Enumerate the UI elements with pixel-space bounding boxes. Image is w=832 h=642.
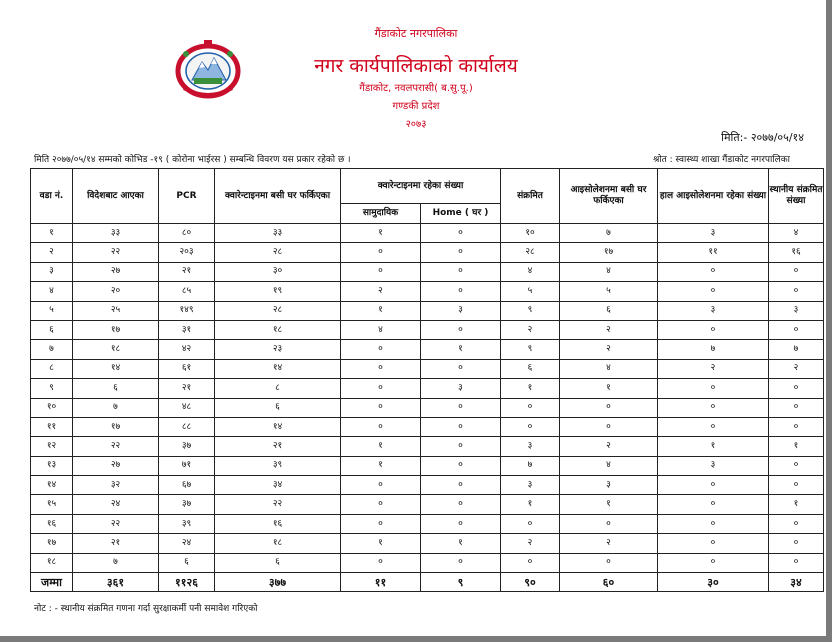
table-cell: ३७: [159, 495, 215, 514]
table-cell: १८: [31, 553, 73, 572]
table-cell: ०: [341, 514, 421, 533]
table-cell: ७: [560, 224, 658, 243]
table-row: [31, 243, 824, 262]
table-cell: ८५: [159, 282, 215, 301]
table-cell: १०: [501, 224, 560, 243]
table-cell: ०: [421, 398, 501, 417]
table-cell: ७: [73, 398, 159, 417]
table-cell: १४९: [159, 301, 215, 320]
table-cell: १४: [215, 359, 341, 378]
table-cell: १: [501, 495, 560, 514]
table-cell: ०: [421, 456, 501, 475]
table-cell: ०: [658, 262, 769, 281]
table-cell: ०: [421, 417, 501, 436]
table-cell: ०: [501, 398, 560, 417]
header-ward: वडा नं.: [31, 169, 73, 224]
table-cell: १७: [73, 320, 159, 339]
table-cell: ७: [31, 340, 73, 359]
province-name: गण्डकी प्रदेश: [392, 101, 440, 112]
table-cell: ०: [560, 553, 658, 572]
table-cell: ०: [341, 359, 421, 378]
table-cell: १: [421, 534, 501, 553]
table-cell: ०: [769, 379, 824, 398]
table-cell: १४: [73, 359, 159, 378]
table-cell: १०: [31, 398, 73, 417]
table-cell: ०: [769, 476, 824, 495]
table-cell: ६१: [159, 359, 215, 378]
header-abroad: विदेशबाट आएका: [73, 169, 159, 224]
table-cell: ३: [501, 476, 560, 495]
table-row: [31, 398, 824, 417]
table-row: [31, 224, 824, 243]
table-cell: ७: [501, 456, 560, 475]
table-cell: १६: [215, 514, 341, 533]
table-cell: ०: [769, 456, 824, 475]
table-cell: ०: [421, 224, 501, 243]
table-cell: ४: [560, 262, 658, 281]
table-row: [31, 320, 824, 339]
table-row: [31, 437, 824, 456]
table-cell: २: [560, 437, 658, 456]
table-cell: १३: [31, 456, 73, 475]
table-cell: ५: [501, 282, 560, 301]
table-cell: १: [421, 340, 501, 359]
table-cell: २: [341, 282, 421, 301]
table-cell: १: [341, 456, 421, 475]
table-cell: ०: [341, 476, 421, 495]
table-cell: १: [341, 437, 421, 456]
table-cell: ०: [658, 534, 769, 553]
table-cell: ३४: [215, 476, 341, 495]
table-cell: ६: [215, 398, 341, 417]
table-cell: २१: [159, 262, 215, 281]
header-home: Home ( घर ): [421, 204, 501, 224]
table-cell: ०: [501, 514, 560, 533]
table-cell: ३९: [215, 456, 341, 475]
table-cell: ४२: [159, 340, 215, 359]
table-cell: ३: [421, 379, 501, 398]
table-cell: २: [501, 320, 560, 339]
table-cell: २२: [215, 495, 341, 514]
table-cell: २४: [159, 534, 215, 553]
table-row: [31, 340, 824, 359]
table-cell: ०: [658, 417, 769, 436]
header-in-quarantine: क्वारेन्टाइनमा रहेका संख्या: [341, 169, 501, 204]
table-cell: ०: [769, 282, 824, 301]
table-cell: १८: [215, 534, 341, 553]
table-cell: ०: [421, 320, 501, 339]
table-cell: ०: [769, 514, 824, 533]
table-cell: १: [341, 224, 421, 243]
table-cell: ४: [31, 282, 73, 301]
table-cell: २५: [73, 301, 159, 320]
table-cell: ३: [658, 301, 769, 320]
table-cell: ३: [769, 301, 824, 320]
established-year: २०७३: [405, 119, 427, 130]
total-cell: ३०: [658, 573, 769, 592]
total-cell: ६०: [560, 573, 658, 592]
table-cell: ०: [658, 398, 769, 417]
table-cell: ०: [560, 398, 658, 417]
table-cell: ०: [341, 243, 421, 262]
table-cell: ३३: [73, 224, 159, 243]
total-cell: ३४: [769, 573, 824, 592]
table-cell: ३०: [215, 262, 341, 281]
table-cell: ०: [769, 553, 824, 572]
table-row: [31, 379, 824, 398]
table-row: [31, 456, 824, 475]
table-cell: ५: [31, 301, 73, 320]
table-row: [31, 534, 824, 553]
table-cell: १: [560, 379, 658, 398]
table-cell: ०: [658, 553, 769, 572]
table-cell: ८: [215, 379, 341, 398]
source-text: श्रोत : स्वास्थ्य शाखा गैंडाकोट नगरपालिका: [652, 155, 790, 165]
table-cell: ८८: [159, 417, 215, 436]
table-cell: २४: [73, 495, 159, 514]
table-cell: ०: [341, 553, 421, 572]
table-cell: १: [769, 495, 824, 514]
table-cell: ४: [560, 456, 658, 475]
table-cell: ०: [658, 320, 769, 339]
table-cell: ०: [769, 320, 824, 339]
total-cell: ३७७: [215, 573, 341, 592]
table-cell: ६: [159, 553, 215, 572]
table-cell: १: [341, 301, 421, 320]
table-cell: १८: [215, 320, 341, 339]
table-cell: ०: [421, 243, 501, 262]
table-cell: २०३: [159, 243, 215, 262]
table-cell: २: [658, 359, 769, 378]
header-community: सामुदायिक: [341, 204, 421, 224]
table-cell: ६: [560, 301, 658, 320]
table-cell: २: [31, 243, 73, 262]
table-cell: ९: [501, 301, 560, 320]
table-cell: ०: [658, 514, 769, 533]
table-cell: ०: [341, 379, 421, 398]
table-cell: ०: [421, 514, 501, 533]
table-cell: ३: [421, 301, 501, 320]
table-cell: २०: [73, 282, 159, 301]
header-infected: संक्रमित: [501, 169, 560, 224]
table-cell: ६: [215, 553, 341, 572]
table-cell: ८०: [159, 224, 215, 243]
total-label: जम्मा: [31, 573, 73, 592]
municipality-name: गैंडाकोट नगरपालिका: [374, 27, 458, 40]
table-cell: १: [769, 437, 824, 456]
table-cell: ४८: [159, 398, 215, 417]
table-cell: ४: [769, 224, 824, 243]
table-cell: ३३: [215, 224, 341, 243]
table-cell: १५: [31, 495, 73, 514]
table-cell: ०: [421, 262, 501, 281]
table-row: [31, 262, 824, 281]
table-cell: ०: [341, 495, 421, 514]
table-cell: २८: [501, 243, 560, 262]
total-cell: ९०: [501, 573, 560, 592]
table-cell: २: [769, 359, 824, 378]
table-cell: ०: [769, 534, 824, 553]
total-cell: ११: [341, 573, 421, 592]
table-cell: ३: [658, 224, 769, 243]
table-cell: ०: [560, 514, 658, 533]
table-cell: ०: [341, 398, 421, 417]
table-cell: ४: [560, 359, 658, 378]
table-cell: २: [560, 534, 658, 553]
table-cell: ०: [421, 282, 501, 301]
office-address: गैंडाकोट, नवलपरासी( ब.सु.पू.): [359, 83, 473, 94]
table-cell: २१: [159, 379, 215, 398]
table-row: [31, 301, 824, 320]
table-cell: २२: [73, 514, 159, 533]
total-cell: ११२६: [159, 573, 215, 592]
table-cell: २७: [73, 262, 159, 281]
covid-ward-table: [30, 168, 824, 592]
table-cell: ३७: [159, 437, 215, 456]
table-cell: ०: [421, 476, 501, 495]
table-cell: १८: [73, 340, 159, 359]
table-cell: १७: [73, 417, 159, 436]
intro-text: मिति २०७७/०५/१४ सम्मको कोभिड -१९ ( कोरोना भाईरस ) सम्बन्धि विवरण यस प्रकार रहेको छ ।: [34, 155, 351, 165]
table-cell: ०: [658, 379, 769, 398]
table-cell: ०: [560, 417, 658, 436]
table-cell: २७: [73, 456, 159, 475]
table-cell: ०: [658, 495, 769, 514]
table-cell: ०: [658, 282, 769, 301]
table-cell: ०: [421, 553, 501, 572]
table-cell: २८: [215, 243, 341, 262]
table-cell: १४: [215, 417, 341, 436]
table-cell: ४: [501, 262, 560, 281]
table-cell: ४: [341, 320, 421, 339]
table-cell: १६: [769, 243, 824, 262]
table-cell: ०: [421, 359, 501, 378]
table-row: [31, 417, 824, 436]
table-cell: २२: [73, 437, 159, 456]
table-cell: ३: [31, 262, 73, 281]
table-cell: १६: [31, 514, 73, 533]
header-isolation-home: आइसोलेशनमा बसी घर फर्किएका: [560, 169, 658, 224]
table-row: [31, 514, 824, 533]
total-row: [31, 573, 824, 592]
table-cell: ०: [769, 417, 824, 436]
table-cell: ६: [31, 320, 73, 339]
table-cell: ९: [501, 340, 560, 359]
total-cell: ३६१: [73, 573, 159, 592]
table-row: [31, 476, 824, 495]
table-cell: ७: [73, 553, 159, 572]
footnote: नोट : - स्थानीय संक्रमित गणना गर्दा सुरक्षाकर्मी पनी समावेश गरिएको: [34, 604, 258, 614]
header-quarantine-home: क्वारेन्टाइनमा बसी घर फर्किएका: [215, 169, 341, 224]
table-cell: ७: [658, 340, 769, 359]
total-cell: ९: [421, 573, 501, 592]
table-cell: ०: [769, 398, 824, 417]
table-cell: ३१: [159, 320, 215, 339]
table-cell: २३: [215, 340, 341, 359]
table-cell: २: [560, 340, 658, 359]
table-cell: ०: [421, 437, 501, 456]
table-cell: १: [341, 534, 421, 553]
table-cell: ११: [31, 417, 73, 436]
table-cell: १२: [31, 437, 73, 456]
table-cell: ०: [501, 553, 560, 572]
table-cell: ७१: [159, 456, 215, 475]
table-cell: ०: [341, 262, 421, 281]
table-cell: ०: [341, 340, 421, 359]
table-row: [31, 359, 824, 378]
table-cell: १: [31, 224, 73, 243]
office-title: नगर कार्यपालिकाको कार्यालय: [314, 55, 518, 77]
table-cell: ११: [658, 243, 769, 262]
table-cell: ०: [501, 417, 560, 436]
table-cell: ०: [341, 417, 421, 436]
table-body: [31, 224, 824, 573]
table-cell: २२: [73, 243, 159, 262]
table-cell: १७: [31, 534, 73, 553]
table-row: [31, 495, 824, 514]
table-cell: १४: [31, 476, 73, 495]
header-pcr: PCR: [159, 169, 215, 224]
table-cell: १९: [215, 282, 341, 301]
table-cell: ६: [73, 379, 159, 398]
table-cell: २: [560, 320, 658, 339]
table-cell: २१: [73, 534, 159, 553]
table-cell: ६: [501, 359, 560, 378]
table-cell: ५: [560, 282, 658, 301]
table-cell: १७: [560, 243, 658, 262]
table-cell: ९: [31, 379, 73, 398]
header-local-infected: स्थानीय संक्रमित संख्या: [769, 169, 824, 224]
table-cell: १: [658, 437, 769, 456]
table-cell: ३२: [73, 476, 159, 495]
table-cell: २१: [215, 437, 341, 456]
table-cell: ०: [421, 495, 501, 514]
table-row: [31, 553, 824, 572]
table-cell: ३९: [159, 514, 215, 533]
table-cell: १: [501, 379, 560, 398]
table-cell: ३: [658, 456, 769, 475]
table-cell: ३: [560, 476, 658, 495]
table-cell: २: [501, 534, 560, 553]
table-cell: ७: [769, 340, 824, 359]
table-cell: २८: [215, 301, 341, 320]
report-date: मिति:- २०७७/०५/१४: [721, 131, 804, 144]
table-cell: ०: [658, 476, 769, 495]
table-cell: ३: [501, 437, 560, 456]
table-cell: ६७: [159, 476, 215, 495]
header-in-isolation: हाल आइसोलेशनमा रहेका संख्या: [658, 169, 769, 224]
table-cell: ८: [31, 359, 73, 378]
table-cell: १: [560, 495, 658, 514]
table-row: [31, 282, 824, 301]
table-cell: ०: [769, 262, 824, 281]
